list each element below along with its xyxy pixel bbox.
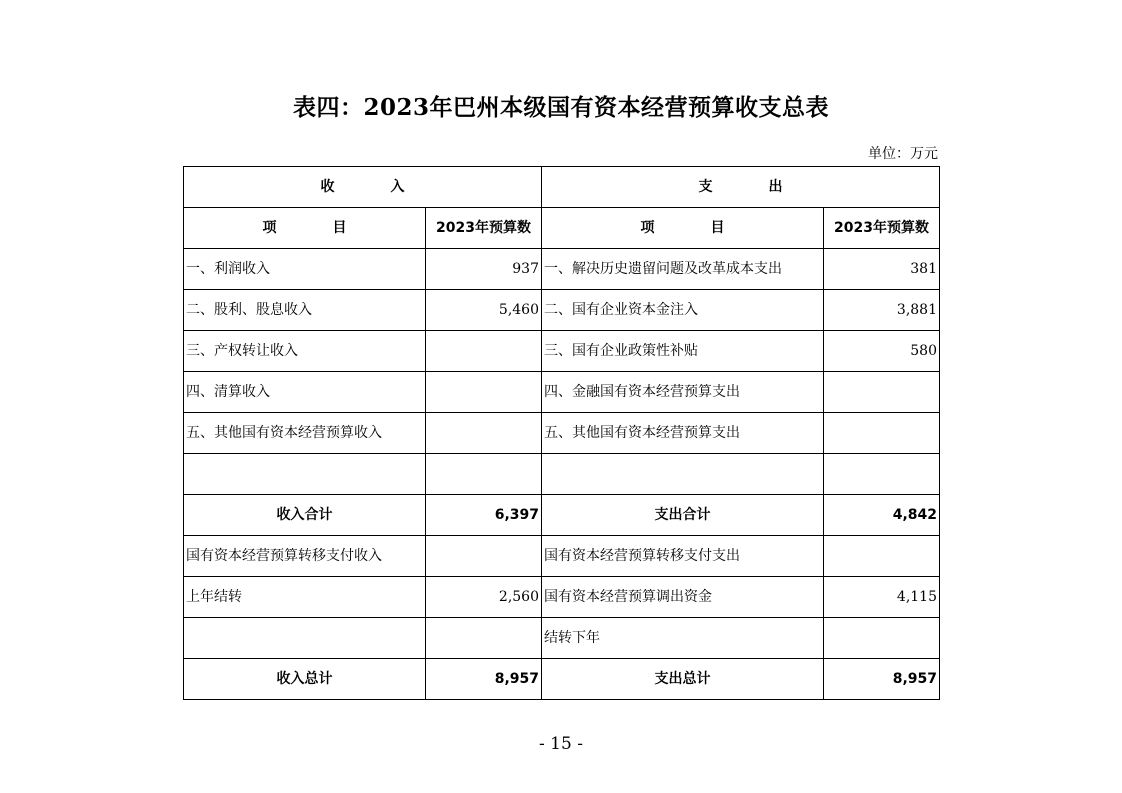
budget-table (183, 166, 940, 700)
table-row-empty (184, 454, 940, 495)
table-row (184, 577, 940, 618)
income-value: 2,560 (426, 577, 542, 618)
expense-subtotal-value: 4,842 (824, 495, 940, 536)
table-row (184, 413, 940, 454)
income-value (426, 372, 542, 413)
income-label (184, 618, 426, 659)
expense-label: 四、金融国有资本经营预算支出 (542, 372, 824, 413)
income-label: 一、利润收入 (184, 249, 426, 290)
expense-amount-header: 2023年预算数 (824, 208, 940, 249)
expense-label: 三、国有企业政策性补贴 (542, 331, 824, 372)
page-title: 表四：2023年巴州本级国有资本经营预算收支总表 (292, 94, 829, 121)
expense-value (824, 413, 940, 454)
expense-label: 一、解决历史遗留问题及改革成本支出 (542, 249, 824, 290)
income-value (426, 454, 542, 495)
income-value (426, 618, 542, 659)
subtotal-row (184, 495, 940, 536)
expense-label: 五、其他国有资本经营预算支出 (542, 413, 824, 454)
expense-value: 3,881 (824, 290, 940, 331)
income-label (184, 454, 426, 495)
expense-label: 结转下年 (542, 618, 824, 659)
expense-value (824, 454, 940, 495)
unit-label: 单位：万元 (868, 146, 938, 162)
income-total-label: 收入总计 (184, 659, 426, 700)
table-row (184, 372, 940, 413)
expense-value: 4,115 (824, 577, 940, 618)
income-value (426, 413, 542, 454)
total-row (184, 659, 940, 700)
expense-value (824, 536, 940, 577)
income-label: 四、清算收入 (184, 372, 426, 413)
income-item-header: 项 目 (184, 208, 426, 249)
expense-label (542, 454, 824, 495)
income-label: 国有资本经营预算转移支付收入 (184, 536, 426, 577)
expense-section-header: 支 出 (542, 167, 940, 208)
expense-value: 381 (824, 249, 940, 290)
expense-value (824, 618, 940, 659)
expense-value (824, 372, 940, 413)
expense-total-label: 支出总计 (542, 659, 824, 700)
income-subtotal-value: 6,397 (426, 495, 542, 536)
income-section-header: 收 入 (184, 167, 542, 208)
income-value: 937 (426, 249, 542, 290)
income-value (426, 536, 542, 577)
expense-label: 二、国有企业资本金注入 (542, 290, 824, 331)
income-label: 三、产权转让收入 (184, 331, 426, 372)
income-total-value: 8,957 (426, 659, 542, 700)
income-subtotal-label: 收入合计 (184, 495, 426, 536)
table-row (184, 331, 940, 372)
income-value: 5,460 (426, 290, 542, 331)
expense-item-header: 项 目 (542, 208, 824, 249)
income-label: 上年结转 (184, 577, 426, 618)
expense-total-value: 8,957 (824, 659, 940, 700)
income-value (426, 331, 542, 372)
income-label: 二、股利、股息收入 (184, 290, 426, 331)
table-row (184, 249, 940, 290)
column-header-row (184, 208, 940, 249)
table-row (184, 536, 940, 577)
income-amount-header: 2023年预算数 (426, 208, 542, 249)
section-header-row (184, 167, 940, 208)
table-row (184, 618, 940, 659)
expense-label: 国有资本经营预算调出资金 (542, 577, 824, 618)
table-row (184, 290, 940, 331)
income-label: 五、其他国有资本经营预算收入 (184, 413, 426, 454)
expense-label: 国有资本经营预算转移支付支出 (542, 536, 824, 577)
page-number: - 15 - (539, 734, 583, 754)
expense-value: 580 (824, 331, 940, 372)
expense-subtotal-label: 支出合计 (542, 495, 824, 536)
